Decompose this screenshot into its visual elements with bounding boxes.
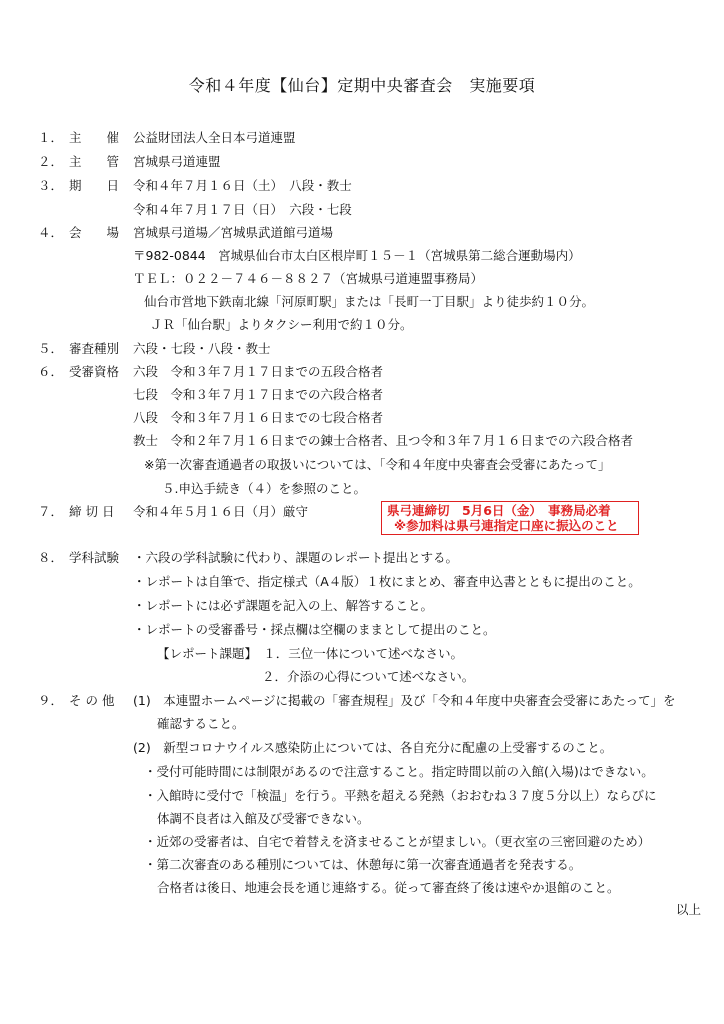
- section-text: ・レポートは自筆で、指定様式（A４版）１枚にまとめ、審査申込書とともに提出のこと。: [133, 574, 641, 589]
- section-text: ・受付可能時間には制限があるので注意すること。指定時間以前の入館(入場)はできない。: [144, 764, 654, 779]
- section-text: ＴＥＬ：０２２－７４６－８８２７（宮城県弓道連盟事務局）: [133, 271, 484, 286]
- section-number: １．: [38, 130, 64, 145]
- section-text: ※第一次審査通過者の取扱いについては、「令和４年度中央審査会受審にあたって」: [144, 457, 611, 472]
- section-number: ２．: [38, 154, 64, 169]
- section-text: 〒982-0844 宮城県仙台市太白区根岸町１５－１（宮城県第二総合運動場内）: [133, 248, 581, 263]
- section-text: ＪＲ「仙台駅」よりタクシー利用で約１０分。: [150, 317, 413, 332]
- section-label: 締 切 日: [69, 504, 115, 519]
- section-number: ６．: [38, 364, 64, 379]
- notice-deadline-text: 県弓連締切 5月6日（金） 事務局必着: [387, 503, 611, 518]
- section-label: 主 管: [69, 154, 120, 169]
- section-text: ・入館時に受付で「検温」を行う。平熱を超える発熱（おおむね３７度５分以上）ならびに: [144, 788, 657, 803]
- section-text: 宮城県弓道連盟: [133, 154, 221, 169]
- section-label: 期 日: [69, 178, 120, 193]
- section-text: (1) 本連盟ホームページに掲載の「審査規程」及び「令和４年度中央審査会受審にあたって」を: [133, 693, 676, 708]
- section-label: 会 場: [69, 225, 120, 240]
- section-text: (2) 新型コロナウイルス感染防止については、各自充分に配慮の上受審するのこと。: [133, 740, 613, 755]
- section-number: ９．: [38, 693, 64, 708]
- deadline-notice-box: [381, 501, 639, 535]
- section-number: ４．: [38, 225, 64, 240]
- section-text: 仙台市営地下鉄南北線「河原町駅」または「長町一丁目駅」より徒歩約１０分。: [144, 294, 595, 309]
- section-number: ５．: [38, 341, 64, 356]
- section-text: ・六段の学科試験に代わり、課題のレポート提出とする。: [133, 550, 459, 565]
- section-text: 体調不良者は入館及び受審できない。: [157, 811, 370, 826]
- section-label: 主 催: [69, 130, 120, 145]
- section-text: 公益財団法人全日本弓道連盟: [133, 130, 296, 145]
- page-title: 令和４年度【仙台】定期中央審査会 実施要項: [188, 76, 536, 95]
- section-number: ３．: [38, 178, 64, 193]
- section-text: ・近郊の受審者は、自宅で着替えを済ませることが望ましい。（更衣室の三密回避のため）: [144, 834, 651, 849]
- section-text: 【レポート課題】 １．三位一体について述べなさい。: [157, 646, 464, 661]
- section-text: 宮城県弓道場／宮城県武道館弓道場: [133, 225, 334, 240]
- section-text: 八段 令和３年７月１６日までの七段合格者: [133, 410, 384, 425]
- section-text: 六段・七段・八段・教士: [133, 341, 271, 356]
- section-text: 七段 令和３年７月１７日までの六段合格者: [133, 387, 384, 402]
- section-text: 六段 令和３年７月１７日までの五段合格者: [133, 364, 384, 379]
- section-label: 受審資格: [69, 364, 120, 379]
- section-text: 合格者は後日、地連会長を通じ連絡する。従って審査終了後は速やか退館のこと。: [157, 880, 620, 895]
- section-label: 審査種別: [69, 341, 120, 356]
- section-number: ７．: [38, 504, 64, 519]
- section-text: ・第二次審査のある種別については、休憩毎に第一次審査通過者を発表する。: [144, 857, 582, 872]
- section-text: ２．介添の心得について述べなさい。: [262, 669, 475, 684]
- section-text: 令和４年５月１６日（月）厳守: [133, 504, 309, 519]
- section-text: ５.申込手続き（４）を参照のこと。: [162, 481, 366, 496]
- section-text: 教士 令和２年７月１６日までの錬士合格者、且つ令和３年７月１６日までの六段合格者: [133, 433, 634, 448]
- section-text: ・レポートには必ず課題を記入の上、解答すること。: [133, 598, 434, 613]
- section-text: 令和４年７月１７日（日） 六段・七段: [133, 202, 352, 217]
- closing-text: 以上: [676, 902, 702, 917]
- notice-payment-text: ※参加料は県弓連指定口座に振込のこと: [394, 518, 619, 533]
- section-number: ８．: [38, 550, 64, 565]
- section-label: 学科試験: [69, 550, 120, 565]
- section-text: ・レポートの受審番号・採点欄は空欄のままとして提出のこと。: [133, 622, 496, 637]
- section-label: そ の 他: [69, 693, 115, 708]
- section-text: 令和４年７月１６日（土） 八段・教士: [133, 178, 352, 193]
- section-text: 確認すること。: [157, 716, 245, 731]
